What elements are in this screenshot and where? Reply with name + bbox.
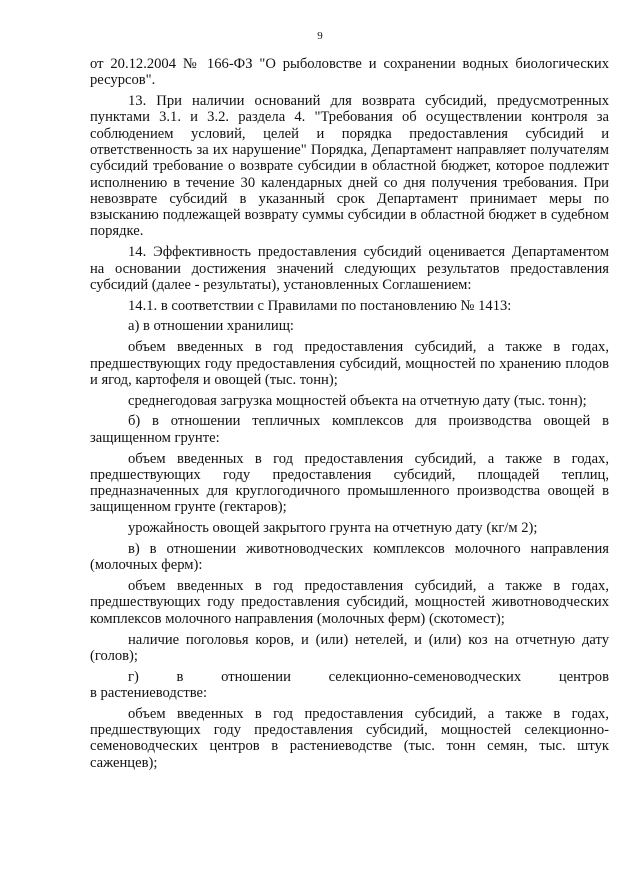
paragraph: а) в отношении хранилищ: <box>128 318 294 335</box>
paragraph: объем введенных в год предоставления субсидий, а также в годах, предшествующих году предоставления субсидий, мощностей животноводческих комплексов молочного направления (молочных ферм) (скотомест); <box>90 578 609 627</box>
paragraph: б) в отношении тепличных комплексов для производства овощей в защищенном грунте: <box>90 413 609 446</box>
paragraph: 14. Эффективность предоставления субсидий оценивается Департаментом на основании достижения значений следующих результатов предоставления субсидий (далее - результаты), установленных Соглашением: <box>90 244 609 293</box>
paragraph: г) в отношении селекционно-семеноводческих центров <box>128 668 609 685</box>
paragraph: объем введенных в год предоставления субсидий, а также в годах, предшествующих году предоставления субсидий, мощностей селекционно-семеноводческих центров в растениеводстве (тыс. тонн семян, тыс. штук саженцев); <box>90 705 609 771</box>
paragraph: в) в отношении животноводческих комплексов молочного направления (молочных ферм): <box>90 541 609 574</box>
paragraph: от 20.12.2004 № 166-ФЗ "О рыболовстве и сохранении водных биологических ресурсов". <box>90 56 609 89</box>
page-number: 9 <box>317 30 323 42</box>
paragraph: объем введенных в год предоставления субсидий, а также в годах, предшествующих году предоставления субсидий, площадей теплиц, предназначенных для круглогодичного промышленного производства овощей в защищенном грунте (гектаров); <box>90 450 609 516</box>
document-body <box>90 56 609 775</box>
paragraph: объем введенных в год предоставления субсидий, а также в годах, предшествующих году предоставления субсидий, мощностей по хранению плодов и ягод, картофеля и овощей (тыс. тонн); <box>90 339 609 388</box>
paragraph: 13. При наличии оснований для возврата субсидий, предусмотренных пунктами 3.1. и 3.2. раздела 4. "Требования об осуществлении контроля за соблюдением условий, целей и порядка предоставления субсидий и ответственность за их нарушение" Порядка, Департамент направляет получателям субсидий требование о возврате субсидии в областной бюджет, которое подлежит исполнению в течение 30 календарных дней со дня получения требования. При невозврате субсидий в указанный срок Департамент принимает меры по взысканию подлежащей возврату суммы субсидии в областной бюджет в судебном порядке. <box>90 93 609 240</box>
paragraph: 14.1. в соответствии с Правилами по постановлению № 1413: <box>128 297 512 314</box>
paragraph: урожайность овощей закрытого грунта на отчетную дату (кг/м 2); <box>128 520 538 537</box>
paragraph: в растениеводстве: <box>90 684 208 701</box>
paragraph: наличие поголовья коров, и (или) нетелей, и (или) коз на отчетную дату (голов); <box>90 631 609 664</box>
paragraph: среднегодовая загрузка мощностей объекта на отчетную дату (тыс. тонн); <box>128 392 587 409</box>
